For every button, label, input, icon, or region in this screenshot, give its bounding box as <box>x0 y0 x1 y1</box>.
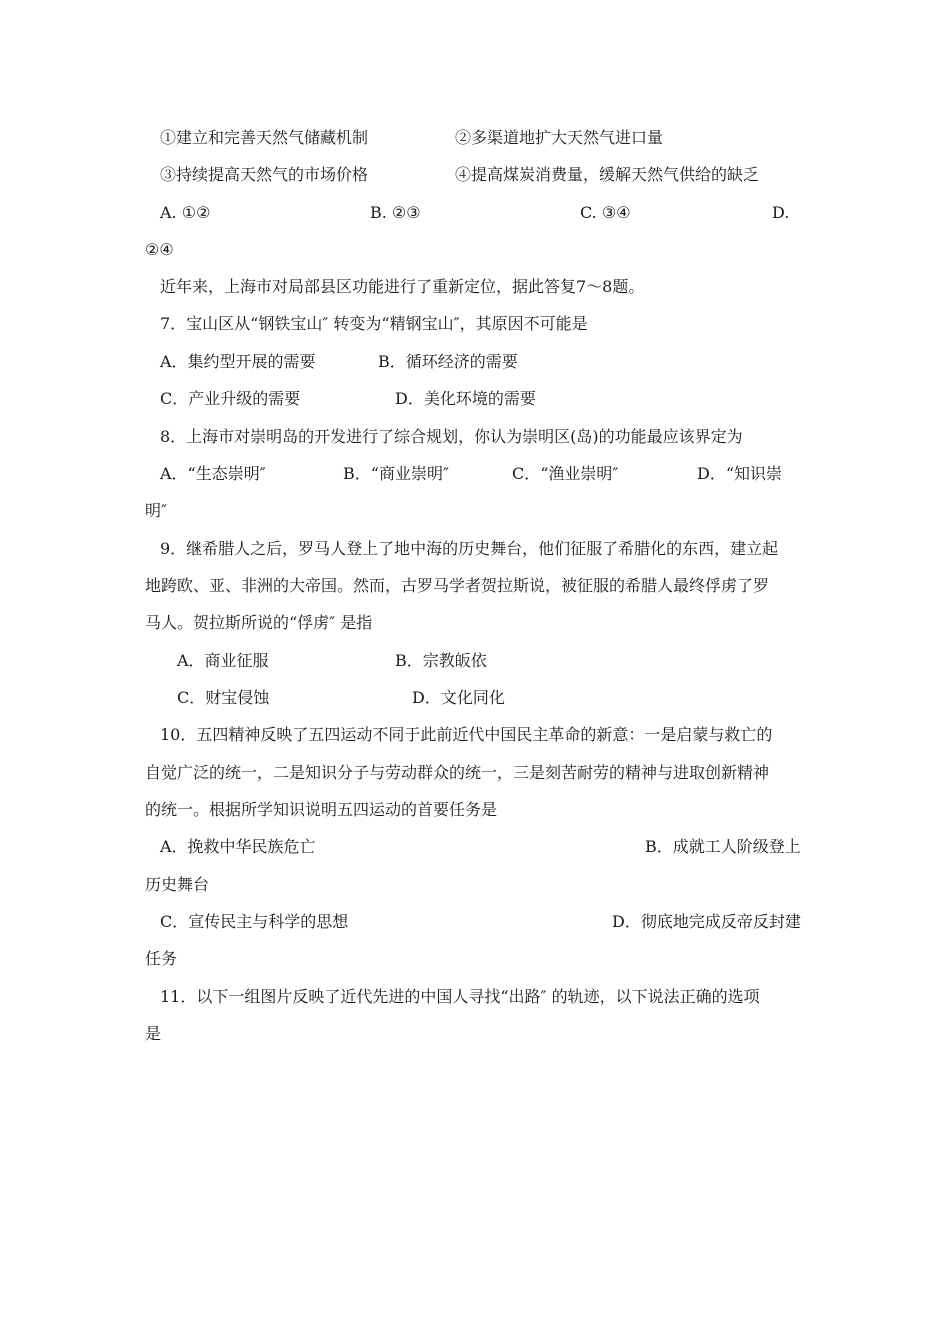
q6-option-1: ①建立和完善天然气储藏机制 <box>160 128 369 147</box>
q6-option-3: ③持续提高天然气的市场价格 <box>160 165 369 184</box>
q6-choice-a: A. ①② <box>160 203 211 222</box>
q10-choice-d: D．彻底地完成反帝反封建 <box>612 912 801 931</box>
question-9-line-2: 地跨欧、亚、非洲的大帝国。然而，古罗马学者贺拉斯说，被征服的希腊人最终俘虏了罗 <box>145 576 770 595</box>
question-11-line-2: 是 <box>145 1024 162 1043</box>
q9-choice-d: D．文化同化 <box>412 688 505 707</box>
q10-choice-a: A．挽救中华民族危亡 <box>160 837 316 856</box>
question-10-line-1: 10．五四精神反映了五四运动不同于此前近代中国民主革命的新意：一是启蒙与救亡的 <box>160 725 773 744</box>
q10-choice-d-cont: 任务 <box>145 949 178 968</box>
question-11-line-1: 11．以下一组图片反映了近代先进的中国人寻找“出路″ 的轨迹，以下说法正确的选项 <box>160 987 760 1006</box>
q8-choice-d-cont: 明″ <box>145 501 167 520</box>
q7-choice-c: C．产业升级的需要 <box>160 389 301 408</box>
q6-choice-d: D. <box>772 203 790 222</box>
q6-option-4: ④提高煤炭消费量，缓解天然气供给的缺乏 <box>455 165 760 184</box>
q10-choice-c: C．宣传民主与科学的思想 <box>160 912 349 931</box>
question-8: 8．上海市对崇明岛的开发进行了综合规划，你认为崇明区(岛)的功能最应该界定为 <box>160 427 743 446</box>
q6-choice-d-cont: ②④ <box>145 240 174 259</box>
q7-choice-b: B．循环经济的需要 <box>378 352 518 371</box>
q8-choice-d: D．“知识崇 <box>697 464 783 483</box>
q6-choice-b: B. ②③ <box>370 203 421 222</box>
question-9-line-3: 马人。贺拉斯所说的“俘虏″ 是指 <box>145 613 373 632</box>
q9-choice-c: C．财宝侵蚀 <box>177 688 270 707</box>
q8-choice-b: B．“商业崇明″ <box>343 464 449 483</box>
q9-choice-a: A．商业征服 <box>177 651 269 670</box>
q7-choice-a: A．集约型开展的需要 <box>160 352 316 371</box>
q7-choice-d: D．美化环境的需要 <box>395 389 536 408</box>
q10-choice-b: B．成就工人阶级登上 <box>645 837 801 856</box>
question-10-line-3: 的统一。根据所学知识说明五四运动的首要任务是 <box>145 800 498 819</box>
question-9-line-1: 9．继希腊人之后，罗马人登上了地中海的历史舞台，他们征服了希腊化的东西，建立起 <box>160 539 779 558</box>
q6-choice-c: C. ③④ <box>580 203 631 222</box>
question-7: 7．宝山区从“钢铁宝山″ 转变为“精钢宝山″，其原因不可能是 <box>160 314 588 333</box>
question-10-line-2: 自觉广泛的统一，二是知识分子与劳动群众的统一，三是刻苦耐劳的精神与进取创新精神 <box>145 763 770 782</box>
intro-7-8: 近年来，上海市对局部县区功能进行了重新定位，据此答复7～8题。 <box>160 277 645 296</box>
q10-choice-b-cont: 历史舞台 <box>145 875 210 894</box>
q8-choice-a: A．“生态崇明″ <box>160 464 266 483</box>
q8-choice-c: C．“渔业崇明″ <box>512 464 619 483</box>
q9-choice-b: B．宗教皈依 <box>395 651 487 670</box>
q6-option-2: ②多渠道地扩大天然气进口量 <box>455 128 664 147</box>
